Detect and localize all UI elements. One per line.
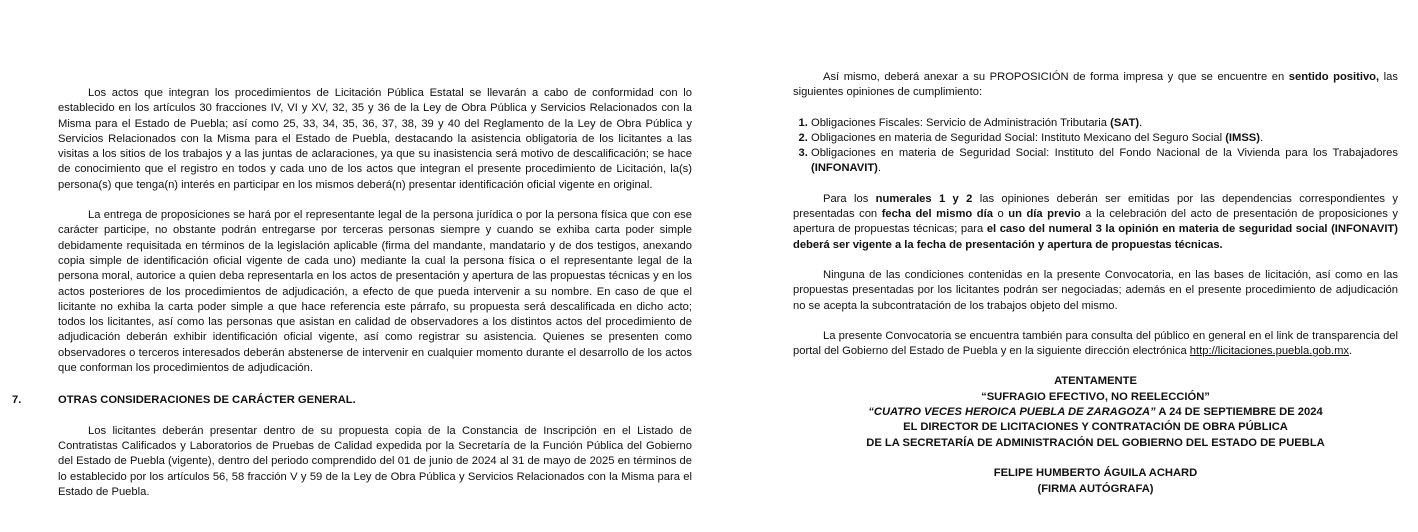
- place-date: “CUATRO VECES HEROICA PUEBLA DE ZARAGOZA” A 24 DE SEPTIEMBRE DE 2024: [868, 406, 1323, 419]
- signer-name: FELIPE HUMBERTO ÁGUILA ACHARD: [993, 467, 1198, 480]
- section-title: OTRAS CONSIDERACIONES DE CARÁCTER GENERAL.: [58, 394, 356, 407]
- section-heading: [12, 393, 692, 408]
- signer-title: EL DIRECTOR DE LICITACIONES Y CONTRATACIÓN DE OBRA PÚBLICA: [903, 421, 1288, 434]
- motto: “SUFRAGIO EFECTIVO, NO REELECCIÓN”: [981, 390, 1210, 403]
- signature-block: [793, 374, 1398, 496]
- list-item: 1. Obligaciones Fiscales: Servicio de Administración Tributaria (SAT).: [811, 116, 1398, 131]
- right-column: [793, 70, 1398, 497]
- paragraph-conditions: Ninguna de las condiciones contenidas en la presente Convocatoria, en las bases de licitación, así como en las propuestas presentadas por los licitantes podrán ser negociadas; además en el presente procedimiento de adjudicación no se acepta la subcontratación de los trabajos objeto del mismo.: [793, 268, 1398, 312]
- paragraph-numerals: Para los numerales 1 y 2 las opiniones deberán ser emitidas por las dependencias correspondientes y presentadas con fecha del mismo día o un día previo a la celebración del acto de presentación de proposiciones y apertura de propuestas técnicas; para el caso del numeral 3 la opinión en materia de seguridad social (INFONAVIT) deberá ser vigente a la fecha de presentación y apertura de propuestas técnicas.: [793, 192, 1398, 251]
- list-item: 2. Obligaciones en materia de Seguridad Social: Instituto Mexicano del Seguro Social (IMSS).: [811, 131, 1398, 146]
- signer-department: DE LA SECRETARÍA DE ADMINISTRACIÓN DEL GOBIERNO DEL ESTADO DE PUEBLA: [866, 436, 1325, 449]
- paragraph-constancia: Los licitantes deberán presentar dentro de su propuesta copia de la Constancia de Inscripción en el Listado de Contratistas Calificados y Laboratorios de Pruebas de Calidad expedida por la Secretaría de la Función Pública del Gobierno del Estado de Puebla (vigente), dentro del periodo comprendido del 01 de junio de 2024 al 31 de mayo de 2025 en términos de lo establecido por los artículos 56, 58 fracción V y 59 de la Ley de Obra Pública y Servicios Relacionados con la Misma para el Estado de Puebla.: [58, 424, 692, 498]
- intro-tail: las siguientes opiniones de cumplimiento:: [793, 71, 1398, 99]
- paragraph-proposals: La entrega de proposiciones se hará por el representante legal de la persona jurídica o por la persona física que con ese carácter participe, no obstante podrán entregarse por terceras personas siempre y cuando se exhiba carta poder simple debidamente requisitada en términos de la legislación aplicable (firma del mandante, mandatario y de dos testigos, anexando copia simple de identificación oficial vigente de cada uno) mediante la cual la persona física o el representante legal de la persona moral, autorice a quien deba representarla en los actos de presentación y apertura de las propuestas técnicas y en los actos posteriores de los procedimientos de adjudicación, a efecto de que pueda intervenir a su nombre. En caso de que el licitante no exhiba la carta poder simple a que hace referencia este párrafo, su propuesta será descalificada en dicho acto; todos los licitantes, así como las personas que asistan en calidad de observadores a los distintos actos del procedimiento de adjudicación deberán exhibir identificación oficial vigente, así como registrar su asistencia. Quienes se presenten como observadores o terceros interesados deberán abstenerse de intervenir en cualquier momento durante el desarrollo de los actos que conforman los procedimientos de adjudicación.: [58, 209, 692, 375]
- paragraph-transparency: La presente Convocatoria se encuentra también para consulta del público en general en el link de transparencia del portal del Gobierno del Estado de Puebla y en la siguiente dirección electrónica http://licitaciones.puebla.gob.mx.: [793, 329, 1398, 358]
- intro-bold: sentido positivo,: [1288, 71, 1380, 83]
- signature-note: (FIRMA AUTÓGRAFA): [1037, 482, 1154, 495]
- list-item: 3. Obligaciones en materia de Seguridad Social: Instituto del Fondo Nacional de la Vivienda para los Trabajadores (INFONAVIT).: [811, 146, 1398, 177]
- left-column: [12, 86, 692, 500]
- section-number: 7.: [12, 394, 22, 407]
- intro-text: Así mismo, deberá anexar a su PROPOSICIÓN de forma impresa y que se encuentre en: [823, 71, 1289, 83]
- obligations-list: [793, 116, 1398, 177]
- closing: ATENTAMENTE: [1054, 375, 1137, 388]
- paragraph-procedures: Los actos que integran los procedimientos de Licitación Pública Estatal se llevarán a cabo de conformidad con lo establecido en los artículos 30 fracciones IV, VI y XV, 32, 35 y 36 de la Ley de Obra Pública y Servicios Relacionados con la Misma para el Estado de Puebla; así como 25, 33, 34, 35, 36, 37, 38, 39 y 40 del Reglamento de la Ley de Obra Pública y Servicios Relacionados con la Misma para el Estado de Puebla, destacando la asistencia obligatoria de los licitantes a las visitas a los sitios de los trabajos y a las juntas de aclaraciones, ya que su inasistencia será motivo de descalificación; se hace de conocimiento que el registro en todos y cada uno de los actos que integran el presente procedimiento de Licitación, la(s) persona(s) que tenga(n) interés en participar en los mismos deberá(n) presentar identificación oficial vigente en original.: [58, 87, 692, 191]
- licitaciones-link[interactable]: http://licitaciones.puebla.gob.mx: [1189, 345, 1350, 358]
- paragraph-opinions-intro: [793, 70, 1398, 101]
